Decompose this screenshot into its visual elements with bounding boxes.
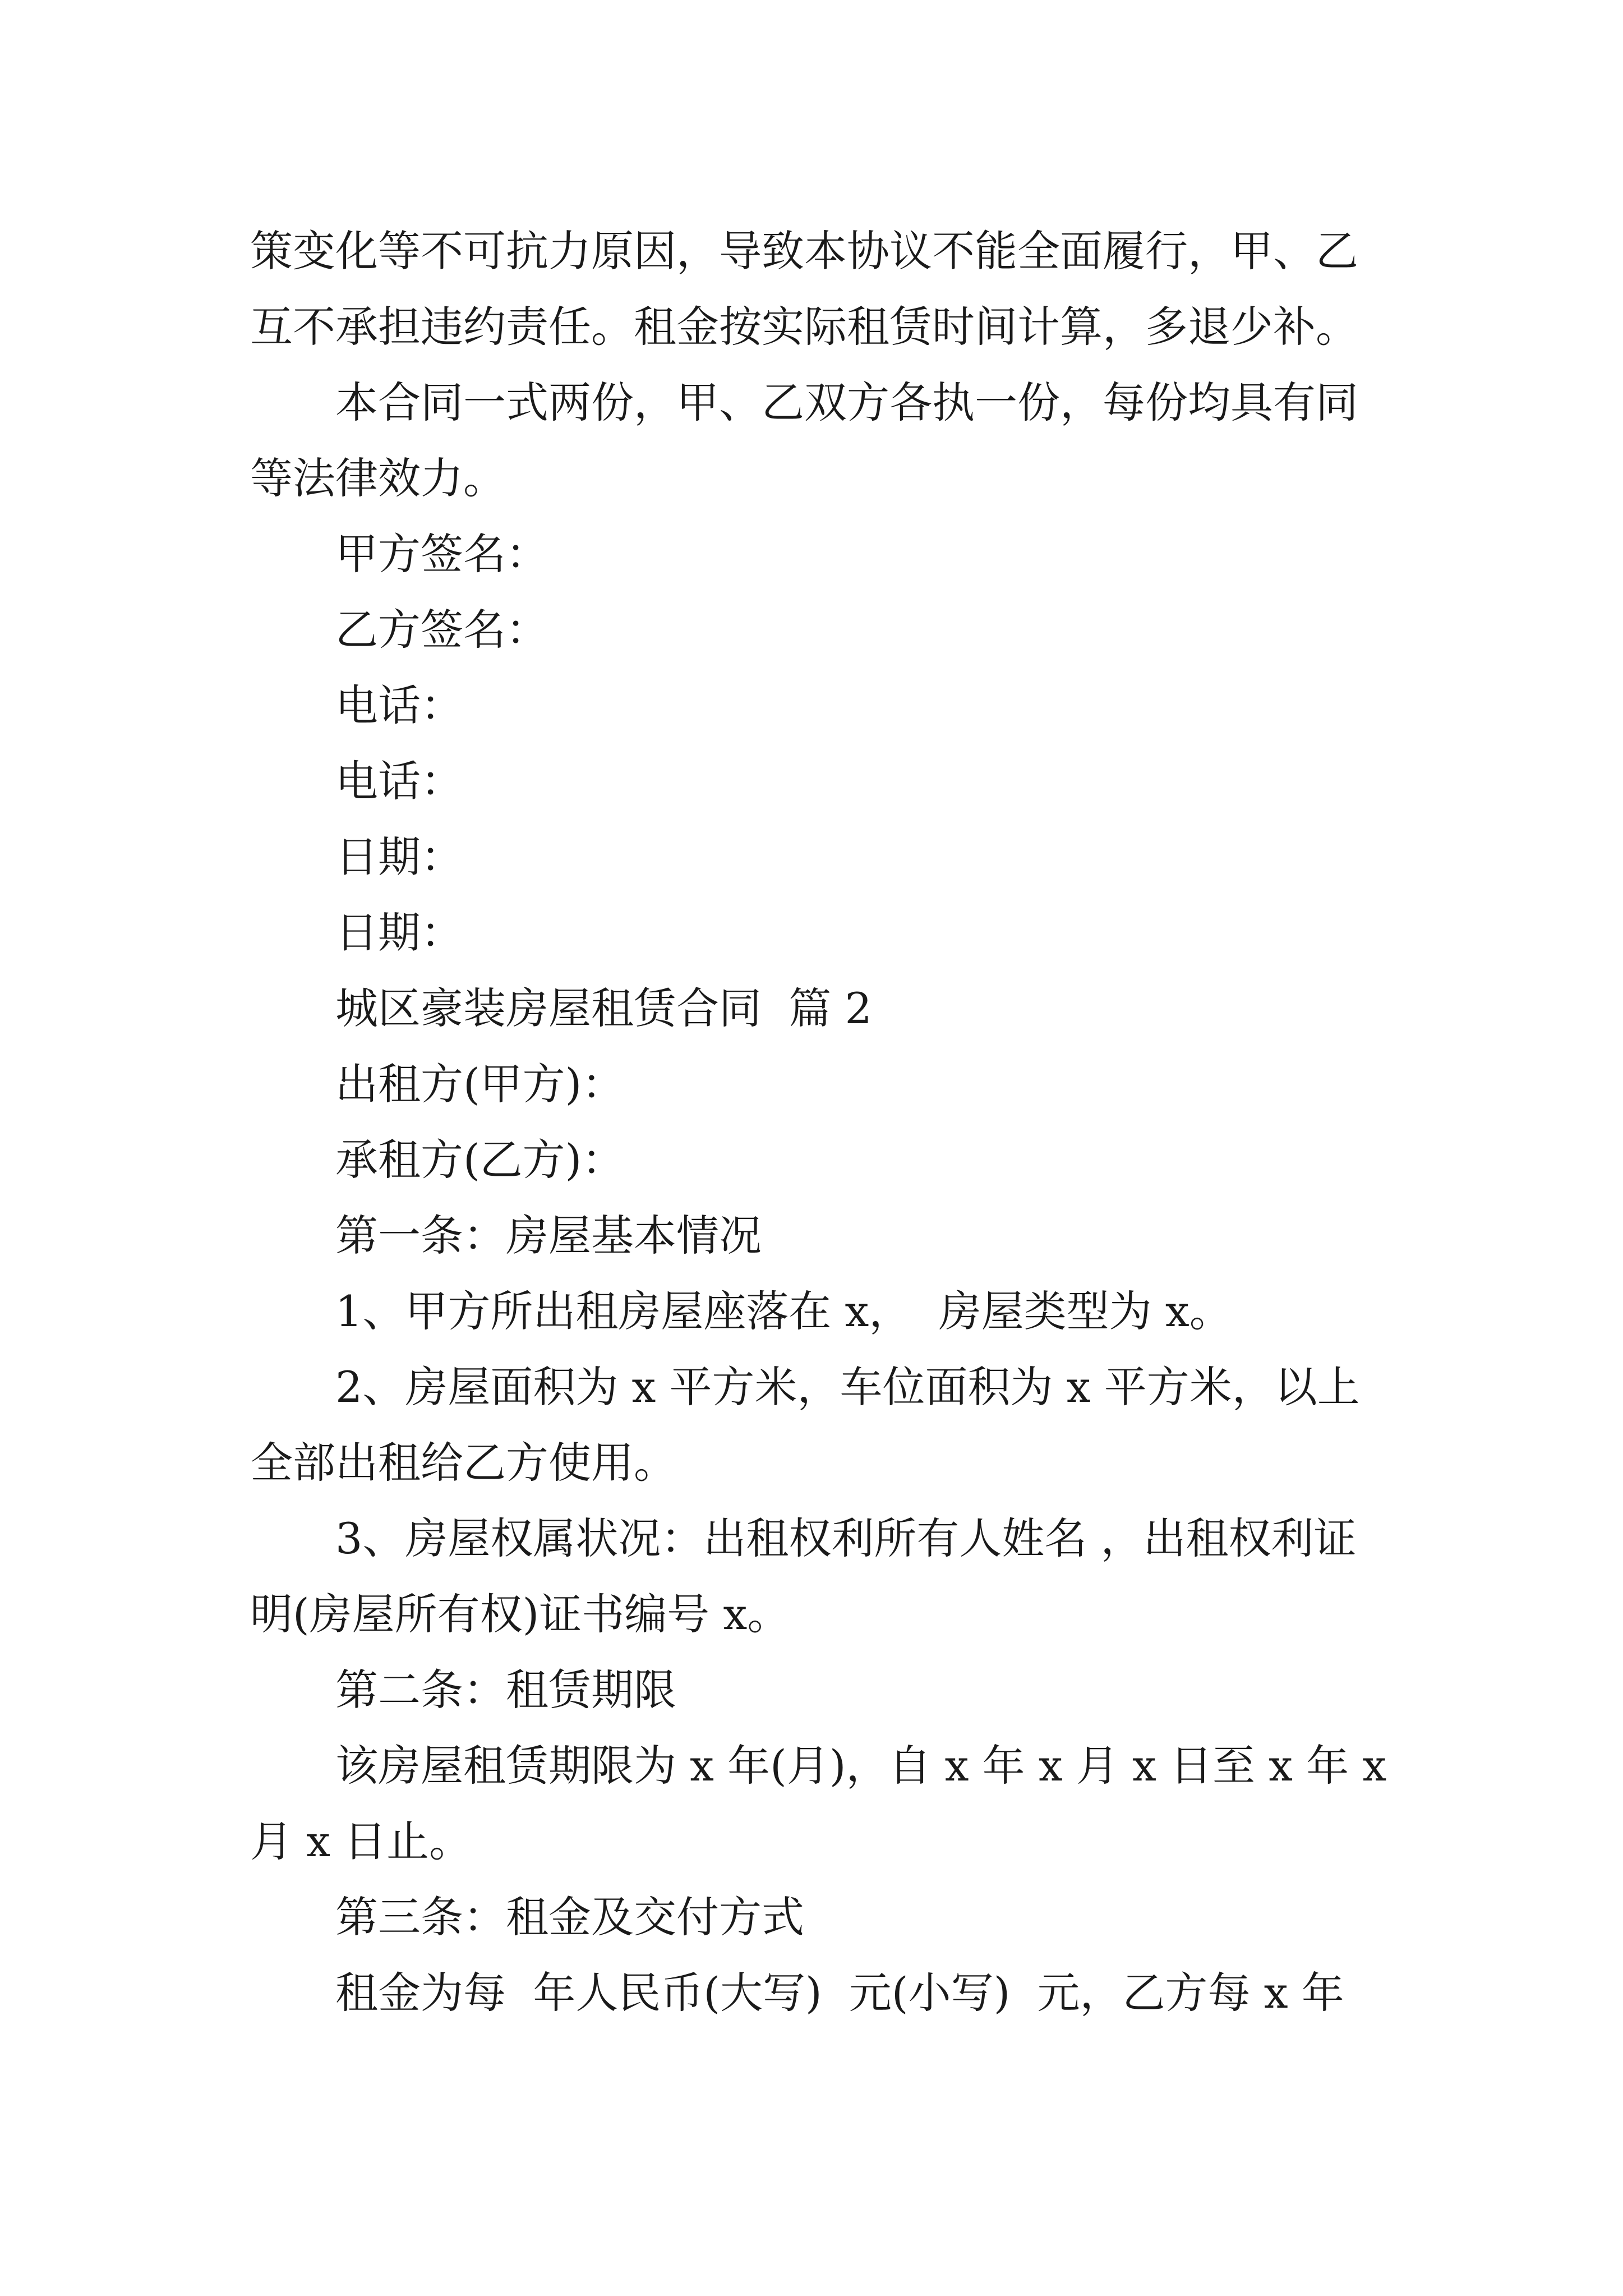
party-a-signature-label: 甲方签名：: [335, 529, 548, 579]
article-3-body: 租金为每 年人民币(大写) 元(小写) 元，乙方每 x 年: [335, 1968, 1344, 2018]
line-3: 本合同一式两份，甲、乙双方各执一份，每份均具有同: [335, 378, 1358, 427]
article-1-item-3: 3、房屋权属状况：出租权利所有人姓名 ，出租权利证: [335, 1513, 1357, 1563]
phone-label-b: 电话：: [335, 756, 463, 806]
article-2-body: 该房屋租赁期限为 x 年(月)，自 x 年 x 月 x 日至 x 年 x: [335, 1741, 1387, 1791]
article-1-heading: 第一条：房屋基本情况: [335, 1211, 762, 1260]
date-label-b: 日期：: [335, 908, 463, 958]
date-label-a: 日期：: [335, 832, 463, 882]
article-1-item-2-cont: 全部出租给乙方使用。: [250, 1438, 676, 1488]
line-1: 策变化等不可抗力原因，导致本协议不能全面履行，甲、乙: [250, 226, 1358, 276]
article-1-item-1: 1、甲方所出租房屋座落在 x， 房屋类型为 x。: [335, 1286, 1232, 1336]
line-4: 等法律效力。: [250, 453, 506, 503]
document-body: [250, 213, 1389, 2031]
article-2-heading: 第二条：租赁期限: [335, 1665, 676, 1715]
lessee-label: 承租方(乙方)：: [335, 1135, 625, 1185]
party-b-signature-label: 乙方签名：: [335, 605, 548, 655]
article-3-heading: 第三条：租金及交付方式: [335, 1892, 804, 1942]
article-1-item-3-cont: 明(房屋所有权)证书编号 x。: [250, 1589, 790, 1639]
line-2: 互不承担违约责任。租金按实际租赁时间计算，多退少补。: [250, 302, 1358, 352]
lessor-label: 出租方(甲方)：: [335, 1059, 625, 1109]
article-2-body-cont: 月 x 日止。: [250, 1816, 472, 1866]
article-1-item-2: 2、房屋面积为 x 平方米，车位面积为 x 平方米，以上: [335, 1362, 1360, 1412]
section-title: 城区豪装房屋租赁合同 篇 2: [335, 983, 872, 1033]
phone-label-a: 电话：: [335, 680, 463, 730]
